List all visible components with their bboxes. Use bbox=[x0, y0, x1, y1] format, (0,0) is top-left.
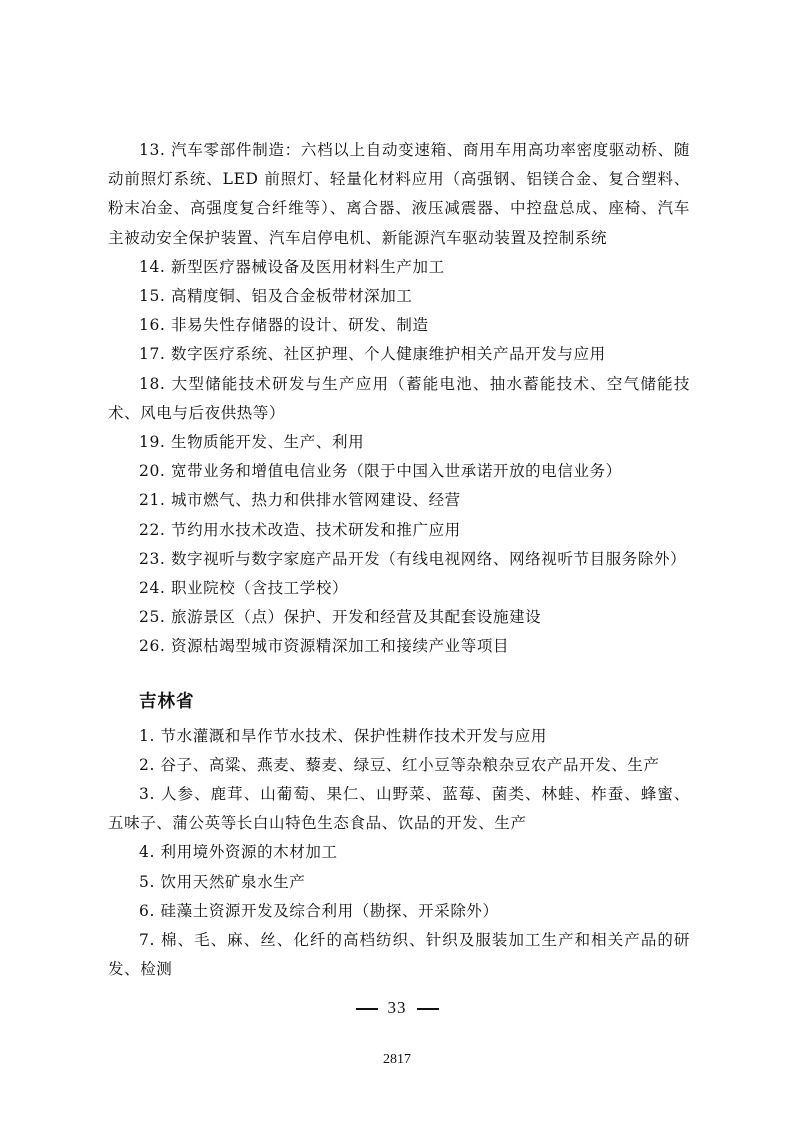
list-item bbox=[108, 838, 690, 867]
item-text: 节约用水技术改造、技术研发和推广应用 bbox=[170, 520, 461, 539]
section-continued-list bbox=[108, 136, 690, 662]
list-item bbox=[108, 457, 690, 486]
province-list bbox=[108, 722, 690, 985]
list-item bbox=[108, 926, 690, 984]
list-item bbox=[108, 868, 690, 897]
item-text: 饮用天然矿泉水生产 bbox=[160, 872, 306, 891]
list-item bbox=[108, 253, 690, 282]
item-number: 7. bbox=[139, 931, 155, 950]
item-text: 旅游景区（点）保护、开发和经营及其配套设施建设 bbox=[170, 608, 542, 627]
list-item bbox=[108, 282, 690, 311]
item-text: 人参、鹿茸、山葡萄、果仁、山野菜、蓝莓、菌类、林蛙、柞蚕、蜂蜜、五味子、蒲公英等长白山特色生态食品、饮品的开发、生产 bbox=[108, 785, 691, 833]
item-number: 13. bbox=[139, 141, 166, 159]
item-number: 15. bbox=[139, 287, 166, 306]
item-text: 利用境外资源的木材加工 bbox=[160, 843, 338, 862]
list-item bbox=[108, 516, 690, 545]
dash-left bbox=[356, 1008, 378, 1010]
item-number: 22. bbox=[139, 520, 166, 539]
item-number: 24. bbox=[139, 579, 166, 598]
page-number-value: 33 bbox=[387, 998, 407, 1017]
item-text: 数字医疗系统、社区护理、个人健康维护相关产品开发与应用 bbox=[170, 345, 606, 364]
list-item bbox=[108, 136, 690, 253]
item-text: 宽带业务和增值电信业务（限于中国入世承诺开放的电信业务） bbox=[170, 462, 622, 481]
item-number: 4. bbox=[139, 843, 155, 862]
item-number: 6. bbox=[139, 901, 155, 920]
item-text: 生物质能开发、生产、利用 bbox=[170, 433, 365, 452]
item-number: 14. bbox=[139, 257, 166, 276]
item-text: 节水灌溉和旱作节水技术、保护性耕作技术开发与应用 bbox=[160, 726, 547, 745]
item-number: 21. bbox=[139, 491, 166, 510]
province-heading: 吉林省 bbox=[139, 691, 195, 712]
list-item bbox=[108, 370, 690, 428]
item-text: 硅藻土资源开发及综合利用（勘探、开采除外） bbox=[160, 901, 499, 920]
list-item bbox=[108, 897, 690, 926]
list-item bbox=[108, 632, 690, 661]
item-number: 25. bbox=[139, 608, 166, 627]
item-number: 2. bbox=[139, 755, 155, 774]
item-number: 20. bbox=[139, 462, 166, 481]
item-text: 资源枯竭型城市资源精深加工和接续产业等项目 bbox=[170, 637, 510, 656]
page-number bbox=[0, 998, 794, 1018]
item-text: 非易失性存储器的设计、研发、制造 bbox=[170, 316, 429, 335]
list-item bbox=[108, 311, 690, 340]
item-number: 23. bbox=[139, 549, 166, 568]
item-text: 新型医疗器械设备及医用材料生产加工 bbox=[170, 257, 445, 276]
item-number: 18. bbox=[139, 374, 166, 393]
list-item bbox=[108, 574, 690, 603]
item-number: 19. bbox=[139, 433, 166, 452]
item-text: 汽车零部件制造：六档以上自动变速箱、商用车用高功率密度驱动桥、随动前照灯系统、LED 前照灯、轻量化材料应用（高强钢、铝镁合金、复合塑料、粉末冶金、高强度复合纤维等）、离合器、液压减震器、中控盘总成、座椅、汽车主被动安全保护装置、汽车启停电机、新能源汽车驱动装置及控制系统 bbox=[108, 141, 691, 247]
list-item bbox=[108, 340, 690, 369]
item-number: 16. bbox=[139, 316, 166, 335]
list-item bbox=[108, 751, 690, 780]
item-number: 17. bbox=[139, 345, 166, 364]
item-text: 职业院校（含技工学校） bbox=[170, 579, 349, 598]
item-text: 城市燃气、热力和供排水管网建设、经营 bbox=[170, 491, 461, 510]
document-body bbox=[108, 136, 690, 984]
item-number: 26. bbox=[139, 637, 166, 656]
item-number: 3. bbox=[139, 785, 155, 804]
item-text: 大型储能技术研发与生产应用（蓄能电池、抽水蓄能技术、空气储能技术、风电与后夜供热等） bbox=[108, 374, 690, 422]
item-text: 数字视听与数字家庭产品开发（有线电视网络、网络视听节目服务除外） bbox=[170, 549, 687, 568]
item-number: 5. bbox=[139, 872, 155, 891]
list-item bbox=[108, 603, 690, 632]
item-text: 谷子、高粱、燕麦、藜麦、绿豆、红小豆等杂粮杂豆农产品开发、生产 bbox=[160, 755, 660, 774]
footer-code: 2817 bbox=[383, 1052, 411, 1067]
item-text: 棉、毛、麻、丝、化纤的高档纺织、针织及服装加工生产和相关产品的研发、检测 bbox=[108, 931, 691, 979]
list-item bbox=[108, 486, 690, 515]
list-item bbox=[108, 428, 690, 457]
item-text: 高精度铜、铝及合金板带材深加工 bbox=[170, 287, 413, 306]
list-item bbox=[108, 780, 690, 838]
item-number: 1. bbox=[139, 726, 155, 745]
list-item bbox=[108, 722, 690, 751]
list-item bbox=[108, 545, 690, 574]
dash-right bbox=[417, 1008, 439, 1010]
